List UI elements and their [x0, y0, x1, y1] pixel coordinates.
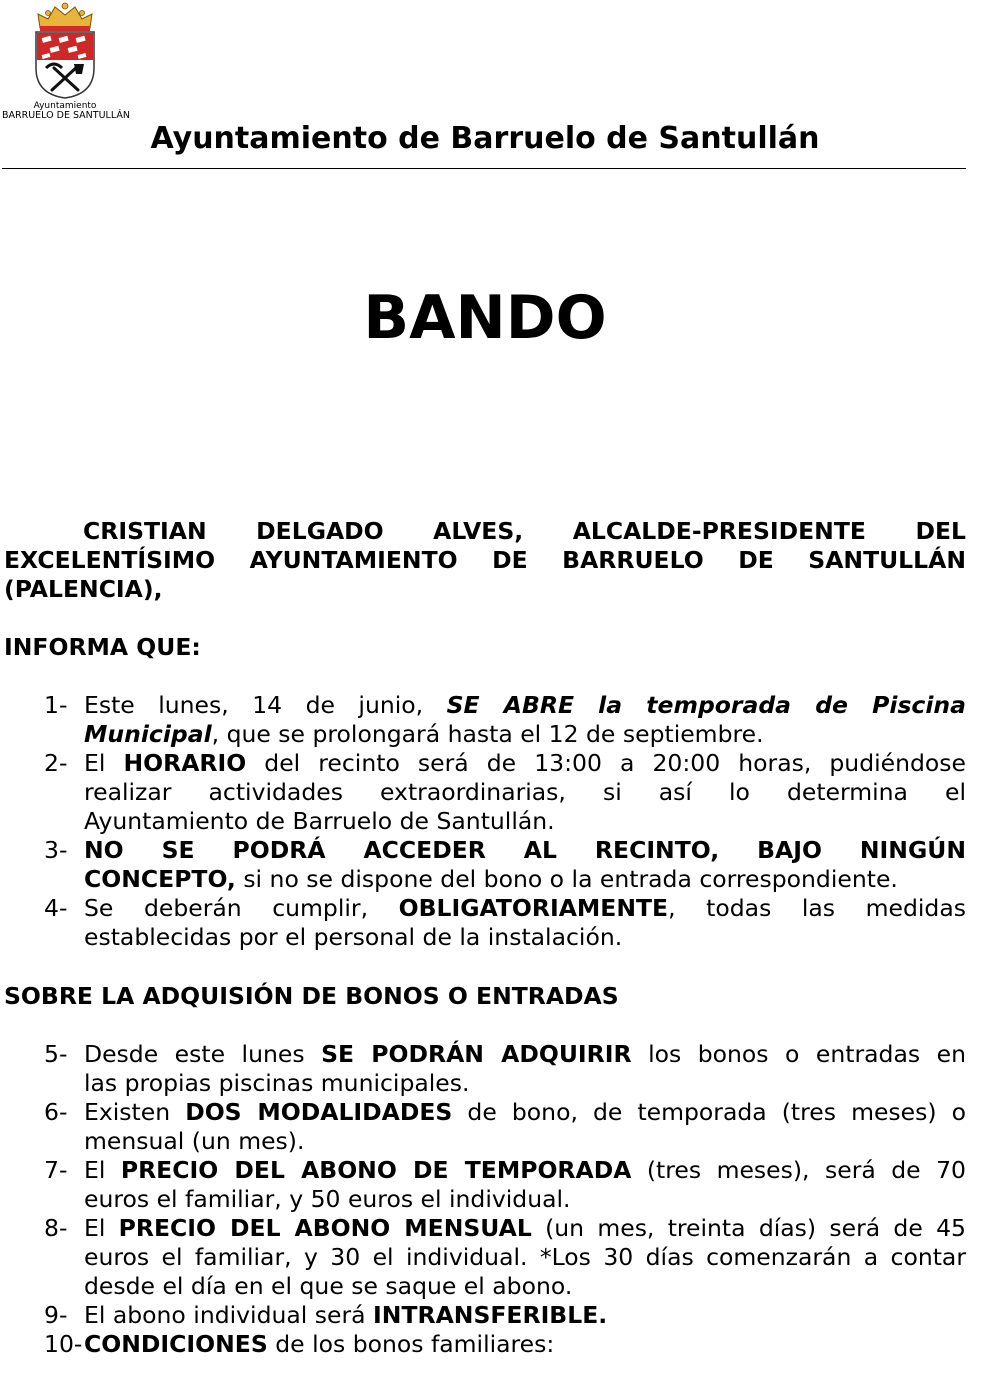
- list-item-text: El abono individual será: [84, 1301, 374, 1329]
- intro-line: CRISTIAN DELGADO ALVES, ALCALDE-PRESIDENTE DEL: [83, 517, 966, 545]
- list-item-line: [84, 1098, 966, 1127]
- list-item-line: [84, 1330, 966, 1359]
- municipal-logo: [2, 2, 128, 122]
- list-item-text: El: [84, 749, 124, 777]
- list-item-line: [84, 1214, 966, 1243]
- emphasized-text: CONDICIONES: [84, 1330, 268, 1358]
- list-item-line: [84, 1272, 966, 1301]
- emphasized-text: PRECIO DEL ABONO DE TEMPORADA: [120, 1156, 632, 1184]
- list-item-line: [84, 923, 966, 952]
- list-item-text: Este lunes, 14 de junio,: [84, 691, 447, 719]
- header-divider: [2, 168, 966, 169]
- emphasized-text: DOS MODALIDADES: [185, 1098, 453, 1126]
- list-item: [0, 1330, 966, 1359]
- list-item-line: [84, 720, 966, 749]
- emphasized-text: HORARIO: [123, 749, 247, 777]
- section-heading-bonos: SOBRE LA ADQUISIÓN DE BONOS O ENTRADAS: [4, 982, 619, 1010]
- intro-line: EXCELENTÍSIMO AYUNTAMIENTO DE BARRUELO DE SANTULLÁN: [4, 546, 966, 574]
- list-item-number: 4-: [44, 894, 68, 922]
- list-item: [0, 1301, 966, 1330]
- list-item-text: euros el familiar, y 30 el individual. *Los 30 días comenzarán a contar: [84, 1243, 966, 1271]
- emphasized-text: OBLIGATORIAMENTE: [398, 894, 669, 922]
- list-item-line: [84, 894, 966, 923]
- emphasized-text: NO SE PODRÁ ACCEDER AL RECINTO, BAJO NINGÚN: [84, 836, 966, 864]
- list-item-line: [84, 836, 966, 865]
- list-item-number: 3-: [44, 836, 68, 864]
- emphasized-text: Municipal: [84, 720, 212, 748]
- list-item-text: (un mes, treinta días) será de 45: [531, 1214, 966, 1242]
- list-item-number: 10-: [44, 1330, 83, 1358]
- list-item: [0, 1098, 966, 1156]
- list-item-text: (tres meses), será de 70: [631, 1156, 966, 1184]
- list-item-text: desde el día en el que se saque el abono.: [84, 1272, 573, 1300]
- list-item-line: [84, 691, 966, 720]
- list-item-text: El: [84, 1156, 121, 1184]
- list-item: [0, 894, 966, 952]
- list-item-text: , que se prolongará hasta el 12 de septiembre.: [211, 720, 764, 748]
- list-item-text: los bonos o entradas en: [631, 1040, 966, 1068]
- list-item-number: 9-: [44, 1301, 68, 1329]
- list-item: [0, 836, 966, 894]
- list-item-line: [84, 1040, 966, 1069]
- list-item-text: euros el familiar, y 50 euros el individual.: [84, 1185, 571, 1213]
- list-item-line: [84, 749, 966, 778]
- list-item-number: 5-: [44, 1040, 68, 1068]
- numbered-list: [0, 691, 966, 952]
- list-item: [0, 1156, 966, 1214]
- list-item-text: Ayuntamiento de Barruelo de Santullán.: [84, 807, 555, 835]
- list-item-text: Existen: [84, 1098, 186, 1126]
- list-item-text: Desde este lunes: [84, 1040, 322, 1068]
- list-item-number: 8-: [44, 1214, 68, 1242]
- list-item-number: 7-: [44, 1156, 68, 1184]
- list-item-line: [84, 778, 966, 807]
- list-item-text: mensual (un mes).: [84, 1127, 305, 1155]
- list-item-line: [84, 865, 966, 894]
- list-item-number: 2-: [44, 749, 68, 777]
- list-item-text: Se deberán cumplir,: [84, 894, 399, 922]
- list-item-line: [84, 1301, 966, 1330]
- list-item-text: , todas las medidas: [668, 894, 966, 922]
- list-item: [0, 691, 966, 749]
- list-item-number: 1-: [44, 691, 68, 719]
- emphasized-text: SE PODRÁN ADQUIRIR: [321, 1040, 632, 1068]
- informa-heading: INFORMA QUE:: [4, 633, 201, 661]
- list-item-line: [84, 1156, 966, 1185]
- list-item-line: [84, 807, 966, 836]
- list-item: [0, 749, 966, 836]
- list-item-text: establecidas por el personal de la instalación.: [84, 923, 623, 951]
- list-item-text: las propias piscinas municipales.: [84, 1069, 470, 1097]
- list-item-text: El: [84, 1214, 119, 1242]
- emphasized-text: SE ABRE la temporada de Piscina: [446, 691, 966, 719]
- list-item-text: si no se dispone del bono o la entrada correspondiente.: [235, 865, 898, 893]
- header-title: Ayuntamiento de Barruelo de Santullán: [150, 121, 820, 156]
- list-item-line: [84, 1185, 966, 1214]
- list-item-line: [84, 1243, 966, 1272]
- list-item-text: de bono, de temporada (tres meses) o: [452, 1098, 966, 1126]
- numbered-list: [0, 1040, 966, 1359]
- list-item-text: de los bonos familiares:: [267, 1330, 555, 1358]
- coat-of-arms-icon: [28, 2, 102, 100]
- emphasized-text: PRECIO DEL ABONO MENSUAL: [118, 1214, 532, 1242]
- list-item-line: [84, 1069, 966, 1098]
- intro-line: (PALENCIA),: [4, 575, 163, 603]
- intro-paragraph: [4, 517, 966, 604]
- emphasized-text: INTRANSFERIBLE.: [373, 1301, 608, 1329]
- emphasized-text: CONCEPTO,: [84, 865, 236, 893]
- list-item-text: del recinto será de 13:00 a 20:00 horas, pudiéndose: [246, 749, 966, 777]
- logo-caption-town: BARRUELO DE SANTULLÁN: [2, 110, 130, 121]
- logo-caption-ayuntamiento: Ayuntamiento: [33, 101, 97, 111]
- list-item: [0, 1214, 966, 1301]
- list-item: [0, 1040, 966, 1098]
- list-item-number: 6-: [44, 1098, 68, 1126]
- list-item-line: [84, 1127, 966, 1156]
- list-item-text: realizar actividades extraordinarias, si así lo determina el: [84, 778, 966, 806]
- document-title: BANDO: [363, 283, 607, 353]
